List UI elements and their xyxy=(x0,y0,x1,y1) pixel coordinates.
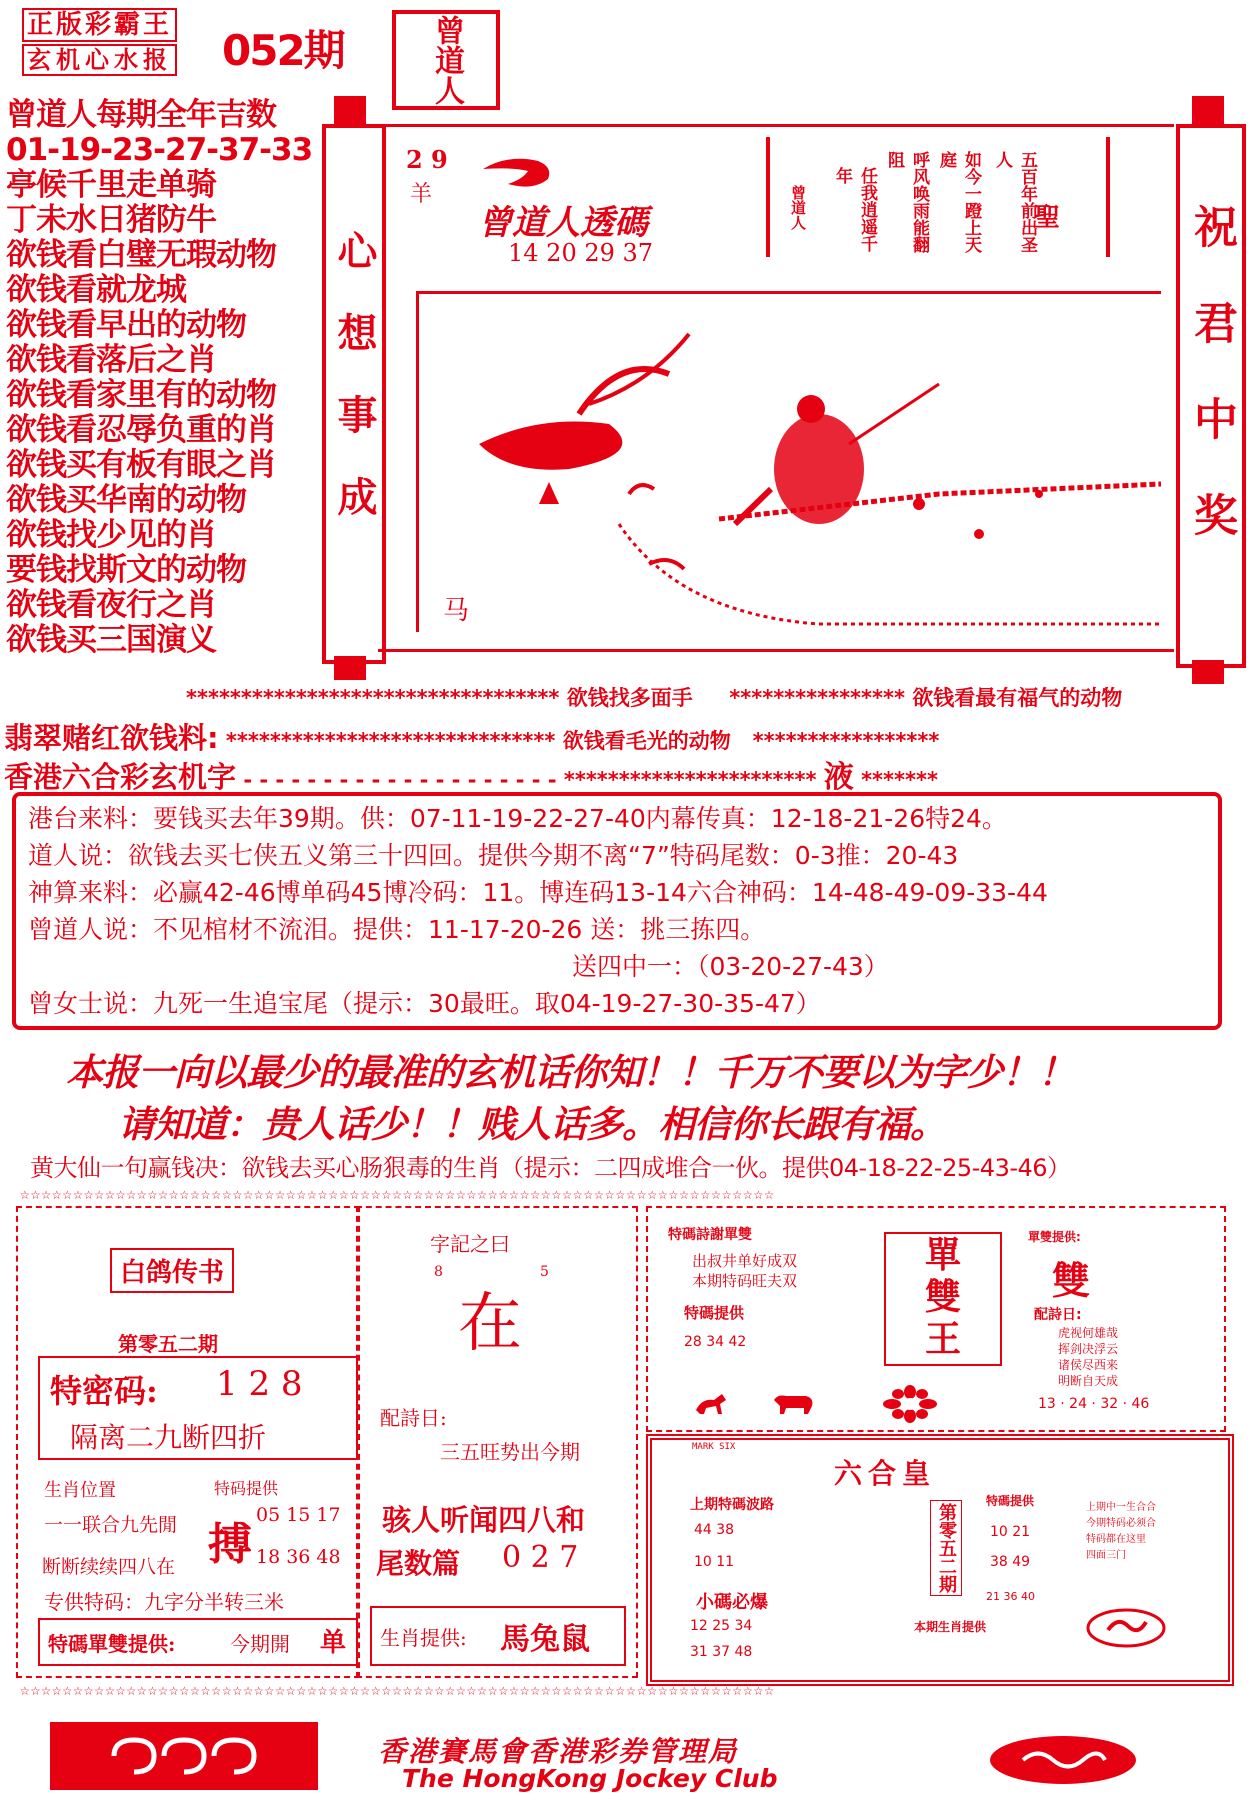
danshuang-label: 特碼單雙提供: xyxy=(48,1632,176,1656)
odd-even-right-title: 單雙提供: xyxy=(1028,1230,1081,1244)
small-code-label: 小碼必爆 xyxy=(696,1592,768,1613)
star-row-1a: 欲钱找多面手 xyxy=(566,686,693,710)
footer-logo-right xyxy=(990,1736,1136,1784)
left-line: 要钱找斯文的动物 xyxy=(6,552,246,588)
six-union-nums-c: 10 21 xyxy=(990,1524,1031,1540)
left-line: 欲钱看忍辱负重的肖 xyxy=(6,412,276,448)
star-row-1 xyxy=(186,682,1122,712)
scroll-top-zodiac: 羊 xyxy=(410,182,433,207)
six-union-nums-a: 44 38 xyxy=(694,1522,735,1538)
odd-even-bottom-numbers: 13 · 24 · 32 · 46 xyxy=(1038,1396,1150,1412)
right-scroll-banner xyxy=(1176,124,1246,668)
slogan-line1: 本报一向以最少的最准的玄机话你知！！千万不要以为字少！！ xyxy=(66,1050,1074,1094)
star-row-decoration: ***************** xyxy=(738,729,940,753)
verse-author: 曾道人 xyxy=(789,185,807,230)
verse-bar-right xyxy=(1106,137,1110,257)
star-row-3-label: 香港六合彩玄机字 xyxy=(4,760,237,794)
left-line: 欲钱看就龙城 xyxy=(6,272,186,308)
mark-six-border: MARK SIX xyxy=(692,1442,736,1452)
star-row-decoration: ********************************** xyxy=(186,686,560,710)
small-code-nums2: 31 37 48 xyxy=(690,1644,753,1660)
left-line: 欲钱看早出的动物 xyxy=(6,307,246,343)
poem-label: 配詩日: xyxy=(380,1406,447,1430)
star-row-2 xyxy=(4,716,939,757)
code-numbers: 14 20 29 37 xyxy=(508,239,654,267)
six-union-right-line: 今期特码必须合 xyxy=(1086,1518,1156,1529)
extra-nums: 21 36 40 xyxy=(986,1590,1035,1603)
danshuang-box xyxy=(38,1618,358,1666)
last-issue-label: 上期特碼波路 xyxy=(690,1497,774,1513)
ox-icon xyxy=(772,1390,816,1416)
riddle-title: 字記之曰 xyxy=(430,1232,510,1256)
seal-text: 曾道人 xyxy=(429,15,464,105)
six-union-title: 六合皇 xyxy=(834,1457,937,1490)
small-code-nums1: 12 25 34 xyxy=(690,1618,753,1634)
odd-even-poem-line: 虎视何雄哉 xyxy=(1058,1326,1119,1340)
right-scroll-knob-bottom xyxy=(1192,660,1224,684)
verse-line: 五百年前出圣人 xyxy=(992,151,1037,253)
left-scroll-knob-top xyxy=(334,96,366,126)
odd-even-tm-label: 特碼提供 xyxy=(684,1304,745,1322)
horse-icon xyxy=(692,1392,732,1416)
verse-bar-left xyxy=(766,137,770,257)
panel-white-dove xyxy=(16,1206,360,1678)
six-union-right-line: 特码都在这里 xyxy=(1086,1534,1146,1545)
six-union-right-line: 四面三门 xyxy=(1086,1550,1126,1561)
tail-num-value: 0 2 7 xyxy=(502,1540,579,1575)
footer-en: The HongKong Jockey Club xyxy=(402,1764,778,1793)
panel-odd-even xyxy=(646,1206,1226,1432)
info-line: 曾道人说：不见棺材不流泪。提供：11-17-20-26 送：挑三拣四。 xyxy=(28,915,766,944)
danshuang-value: 单 xyxy=(320,1628,347,1658)
odd-even-poem-line: 明断自天成 xyxy=(1058,1374,1119,1388)
odd-even-right-char: 雙 xyxy=(1052,1258,1091,1303)
zodiac-provide-box xyxy=(370,1606,626,1666)
panel-six-union xyxy=(646,1434,1234,1686)
logo-line2: 玄机心水报 xyxy=(22,44,177,76)
tail-nums-row2: 18 36 48 xyxy=(256,1546,341,1568)
big-char-1: 單 xyxy=(924,1234,961,1276)
left-title: 曾道人每期全年吉数 xyxy=(6,97,276,133)
zodiac-label: 生肖位置 xyxy=(44,1480,116,1501)
verse-line: 如今一蹬上天庭 xyxy=(936,151,981,253)
header-seal xyxy=(392,10,500,110)
odd-even-poem-label: 配詩日: xyxy=(1034,1307,1082,1323)
info-line: 港台来料：要钱买去年39期。供：07-11-19-22-27-40内幕传真：12-18-21-26特24。 xyxy=(28,804,1007,833)
left-line: 欲钱看家里有的动物 xyxy=(6,377,276,413)
star-row-decoration: ******* xyxy=(861,768,938,792)
info-line: 道人说：欲钱去买七侠五义第三十四回。提供今期不离“7”特码尾数：0-3推：20-43 xyxy=(28,841,959,870)
left-scroll-knob-bottom xyxy=(334,656,366,680)
verse-mark: 聖 xyxy=(1034,203,1061,233)
fisherman-illustration xyxy=(419,294,1161,632)
slogan-line2: 请知道：贵人话少！！贱人话多。相信你长跟有福。 xyxy=(118,1102,946,1146)
six-union-right-line: 上期中一生合合 xyxy=(1086,1502,1156,1513)
odd-even-line1: 出叔井单好成双 xyxy=(692,1252,798,1270)
logo-line1: 正版彩霸王 xyxy=(22,8,177,42)
zodiac-provide-label: 生肖提供: xyxy=(380,1626,467,1650)
left-line: 欲钱买有板有眼之肖 xyxy=(6,447,276,483)
left-banner-text: 心想事成 xyxy=(331,230,378,558)
left-line: 欲钱买华南的动物 xyxy=(6,482,246,518)
six-union-nums-d: 38 49 xyxy=(990,1554,1031,1570)
big-char-2: 雙 xyxy=(924,1276,961,1318)
star-row-decoration: - - - - - - - - - - - - - - - - - - - - *********************** xyxy=(243,768,817,792)
odd-even-poem-line: 挥剑决浮云 xyxy=(1058,1342,1119,1356)
issue-number: 052期 xyxy=(222,26,344,75)
left-line: 欲钱看落后之肖 xyxy=(6,342,216,378)
scroll-painting xyxy=(378,124,1174,652)
left-line: 欲钱买三国演义 xyxy=(6,622,216,658)
flower-icon xyxy=(880,1384,940,1424)
left-line: 欲钱看白璧无瑕动物 xyxy=(6,237,276,273)
danshuang-hint: 今期開 xyxy=(230,1632,290,1656)
star-row-2-text: 欲钱看毛光的动物 xyxy=(562,729,731,753)
big-char-3: 王 xyxy=(924,1318,961,1360)
info-line: 神算来料：必赢42-46博单码45博冷码：11。博连码13-14六合神码：14-48-49-09-33-44 xyxy=(28,878,1048,907)
star-row-2-label: 翡翠赌红欲钱料: xyxy=(4,721,219,755)
left-line: 欲钱看夜行之肖 xyxy=(6,587,216,623)
jockey-club-emblem-icon xyxy=(1013,1745,1113,1775)
ink-brush-icon xyxy=(478,149,558,199)
riddle-num-5: 5 xyxy=(540,1264,549,1280)
six-union-tm-label: 特碼提供 xyxy=(986,1494,1035,1508)
star-border-bottom: ☆☆☆☆☆☆☆☆☆☆☆☆☆☆☆☆☆☆☆☆☆☆☆☆☆☆☆☆☆☆☆☆☆☆☆☆☆☆☆☆☆☆☆☆☆☆☆☆☆☆☆☆☆☆☆☆☆☆☆☆☆☆☆☆☆☆☆☆☆☆☆ xyxy=(20,1680,775,1699)
tail-label: 特码提供 xyxy=(214,1479,279,1498)
odd-even-title: 特碼詩謝單雙 xyxy=(668,1227,752,1243)
star-border-top: ☆☆☆☆☆☆☆☆☆☆☆☆☆☆☆☆☆☆☆☆☆☆☆☆☆☆☆☆☆☆☆☆☆☆☆☆☆☆☆☆☆☆☆☆☆☆☆☆☆☆☆☆☆☆☆☆☆☆☆☆☆☆☆☆☆☆☆☆☆☆☆ xyxy=(20,1184,775,1203)
left-column xyxy=(6,98,326,658)
info-line: 曾女士说：九死一生追宝尾（提示：30最旺。取04-19-27-30-35-47） xyxy=(28,989,821,1018)
duan-line: 断断续续四八在 xyxy=(42,1556,176,1578)
painting-frame xyxy=(416,291,1161,632)
six-union-issue: 第零五二期 xyxy=(930,1500,962,1596)
header-logo xyxy=(22,8,192,74)
star-row-3-char: 液 xyxy=(823,760,854,795)
bottom-zodiac: 马 xyxy=(443,596,470,626)
special-code-box xyxy=(38,1356,358,1460)
right-scroll-knob-top xyxy=(1192,96,1224,126)
panel-word-riddle xyxy=(356,1206,638,1678)
cloud-pattern-icon xyxy=(104,1732,264,1780)
star-row-decoration: **************** xyxy=(700,686,905,710)
dove-issue: 第零五二期 xyxy=(118,1332,218,1356)
scroll-title: 曾道人透碼 xyxy=(478,203,648,243)
footer-logo-left xyxy=(50,1722,318,1790)
scroll-top-number: 2 9 xyxy=(406,145,448,174)
bo-char: 搏 xyxy=(208,1519,252,1570)
dove-title: 白鸽传书 xyxy=(110,1248,234,1293)
poem-text: 三五旺势出今期 xyxy=(440,1440,580,1464)
riddle-heading: 骇人听闻四八和 xyxy=(382,1503,586,1537)
dragon-seal-icon xyxy=(1086,1608,1166,1648)
verse-line: 呼风唤雨能翻阻 xyxy=(884,151,929,253)
right-banner-text: 祝君中奖 xyxy=(1186,204,1237,588)
odd-even-center-box xyxy=(884,1232,1002,1366)
odd-even-poem-line: 诸侯尽西来 xyxy=(1058,1358,1119,1372)
special-value: 1 2 8 xyxy=(216,1364,303,1404)
odd-even-line2: 本期特码旺夫双 xyxy=(692,1272,798,1290)
tail-num-label: 尾数篇 xyxy=(376,1547,461,1580)
special-hint: 隔离二九断四折 xyxy=(70,1421,267,1454)
special-label: 特密码: xyxy=(50,1372,158,1410)
left-scroll-banner xyxy=(322,124,386,664)
zodiac-provide-value: 馬兔鼠 xyxy=(500,1622,590,1657)
zodiac-provide-label-d: 本期生肖提供 xyxy=(914,1620,987,1634)
riddle-char: 在 xyxy=(458,1287,522,1361)
verse-block xyxy=(766,137,1126,263)
verse-line: 任我逍遥千年 xyxy=(832,167,877,252)
six-union-nums-b: 10 11 xyxy=(694,1554,735,1570)
star-row-decoration: ****************************** xyxy=(225,729,556,753)
left-line: 亭候千里走单骑 xyxy=(6,167,216,203)
odd-even-tm-numbers: 28 34 42 xyxy=(684,1334,747,1350)
star-row-1b: 欲钱看最有福气的动物 xyxy=(912,686,1123,710)
left-line: 丁未水日猪防牛 xyxy=(6,202,216,238)
huang-line: 黄大仙一句赢钱决：欲钱去买心肠狠毒的生肖（提示：二四成堆合一伙。提供04-18-22-25-43-46） xyxy=(30,1154,1071,1182)
footer-cn: 香港賽馬會香港彩券管理局 xyxy=(378,1735,739,1768)
star-row-3 xyxy=(4,752,938,796)
zodiac-hint: 一一联合九先閒 xyxy=(44,1514,178,1536)
info-line: 送四中一：（03-20-27-43） xyxy=(572,952,889,981)
tail-nums-row1: 05 15 17 xyxy=(256,1504,341,1526)
left-numbers: 01-19-23-27-37-33 xyxy=(6,132,313,168)
zhuan-line: 专供特码：九字分半转三米 xyxy=(44,1590,284,1614)
riddle-num-8: 8 xyxy=(434,1264,443,1280)
left-line: 欲钱找少见的肖 xyxy=(6,517,216,553)
info-box xyxy=(12,792,1222,1030)
